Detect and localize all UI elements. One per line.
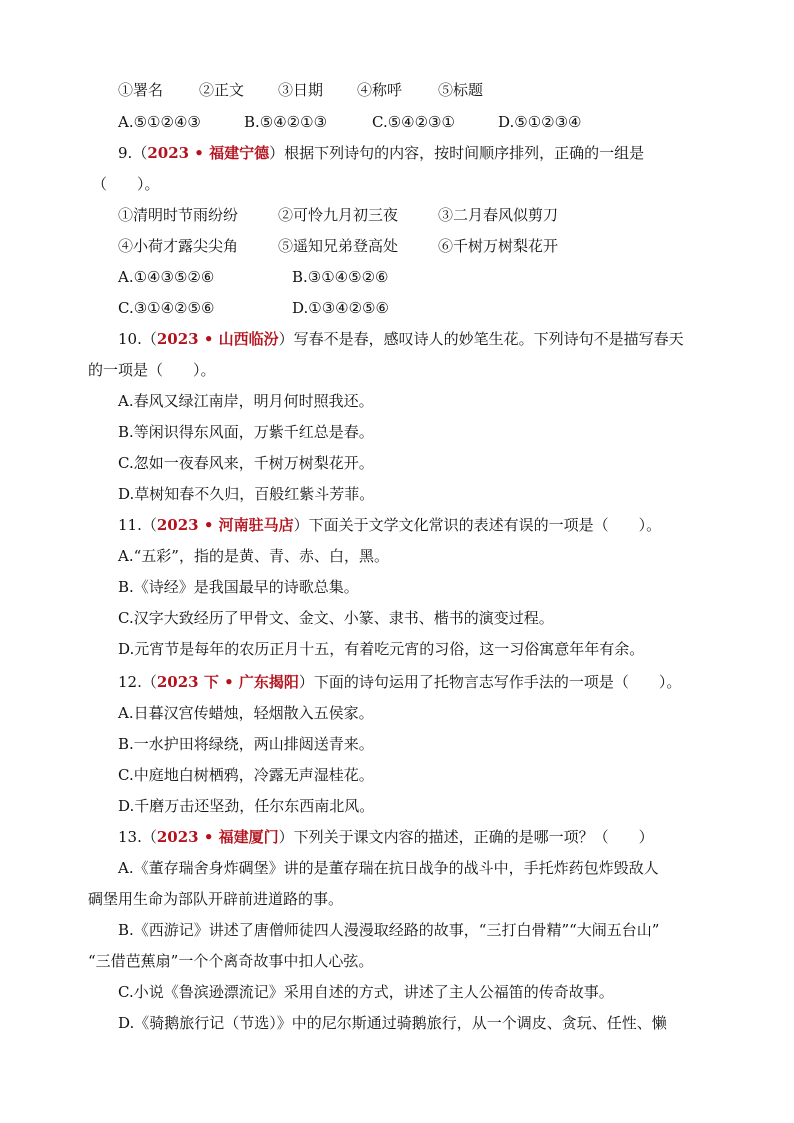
q8-item: ④称呼 [357, 81, 403, 99]
q13-number: 13. [118, 828, 142, 846]
q9-number: 9. [118, 144, 133, 162]
q9-option-a: A.①④③⑤②⑥ [118, 268, 215, 286]
q10-option-c: C.忽如一夜春风来，千树万树梨花开。 [118, 454, 374, 472]
q13-option-a-cont: 碉堡用生命为部队开辟前进道路的事。 [88, 890, 344, 908]
q10-option-b: B.等闲识得东风面，万紫千红总是春。 [118, 423, 374, 441]
q9-option-b: B.③①④⑤②⑥ [292, 268, 389, 286]
q12-text: 下面的诗句运用了托物言志写作手法的一项是（ ）。 [313, 673, 682, 691]
q11-option-b: B.《诗经》是我国最早的诗歌总集。 [118, 578, 359, 596]
q11-option-d: D.元宵节是每年的农历正月十五，有着吃元宵的习俗，这一习俗寓意年年有余。 [118, 640, 645, 658]
q8-item: ①署名 [118, 81, 164, 99]
q9-item: ①清明时节雨纷纷 [118, 206, 239, 224]
q9-item: ④小荷才露尖尖角 [118, 237, 239, 255]
q11-paren-open: （ [141, 516, 157, 534]
q13-option-b: B.《西游记》讲述了唐僧师徒四人漫漫取经路的故事，“三打白骨精”“大闹五台山” [118, 921, 660, 939]
q13-option-b-cont: “三借芭蕉扇”一个个离奇故事中扣人心弦。 [88, 952, 374, 970]
q13-paren-close: ） [278, 828, 294, 846]
q9-option-d: D.①③④②⑤⑥ [292, 299, 389, 317]
q9-item: ②可怜九月初三夜 [278, 206, 399, 224]
q10-stem-cont: 的一项是（ ）。 [88, 361, 216, 379]
q11-source: 2023 • 河南驻马店 [156, 516, 294, 534]
q9-paren-open: （ [132, 144, 148, 162]
q12-source: 2023 下 • 广东揭阳 [156, 673, 299, 691]
q12-option-a: A.日暮汉宫传蜡烛，轻烟散入五侯家。 [118, 704, 374, 722]
q9-option-c: C.③①④②⑤⑥ [118, 299, 215, 317]
q12-number: 12. [118, 673, 142, 691]
q11-paren-close: ） [293, 516, 309, 534]
q12-option-b: B.一水护田将绿绕，两山排闼送青来。 [118, 735, 374, 753]
q10-number: 10. [118, 330, 142, 348]
q9-item: ⑤遥知兄弟登高处 [278, 237, 399, 255]
q10-paren-open: （ [141, 330, 157, 348]
q13-paren-open: （ [141, 828, 157, 846]
q9-source: 2023 • 福建宁德 [147, 144, 270, 162]
q11-number: 11. [118, 516, 142, 534]
q8-option-b: B.⑤④②①③ [244, 113, 328, 131]
q10-stem [118, 329, 684, 349]
q13-option-d: D.《骑鹅旅行记（节选）》中的尼尔斯通过骑鹅旅行，从一个调皮、贪玩、任性、懒 [118, 1014, 667, 1032]
q10-source: 2023 • 山西临汾 [156, 330, 279, 348]
q13-stem [118, 827, 654, 847]
q13-option-c: C.小说《鲁滨逊漂流记》采用自述的方式，讲述了主人公福笛的传奇故事。 [118, 983, 614, 1001]
q12-stem [118, 672, 681, 692]
q8-option-c: C.⑤④②③① [372, 113, 455, 131]
q9-text: 根据下列诗句的内容，按时间顺序排列，正确的一组是 [284, 144, 645, 162]
q12-option-c: C.中庭地白树栖鸦，冷露无声湿桂花。 [118, 766, 374, 784]
q8-item: ②正文 [199, 81, 245, 99]
q11-stem [118, 515, 661, 535]
q11-option-c: C.汉字大致经历了甲骨文、金文、小篆、隶书、楷书的演变过程。 [118, 609, 554, 627]
q8-option-a: A.⑤①②④③ [118, 113, 201, 131]
q10-option-a: A.春风又绿江南岸，明月何时照我还。 [118, 392, 374, 410]
q11-option-a: A.“五彩”，指的是黄、青、赤、白，黑。 [118, 547, 389, 565]
q9-stem [118, 143, 644, 163]
q12-paren-open: （ [141, 673, 157, 691]
q10-text: 写春不是春，感叹诗人的妙笔生花。下列诗句不是描写春天 [293, 330, 684, 348]
q13-source: 2023 • 福建厦门 [156, 828, 279, 846]
q12-option-d: D.千磨万击还坚劲，任尔东西南北风。 [118, 797, 375, 815]
q8-option-d: D.⑤①②③④ [498, 113, 582, 131]
q9-item: ⑥千树万树梨花开 [438, 237, 559, 255]
q8-item: ⑤标题 [438, 81, 484, 99]
q13-text: 下列关于课文内容的描述，正确的是哪一项？（ ） [293, 828, 654, 846]
q9-item: ③二月春风似剪刀 [438, 206, 559, 224]
q8-item: ③日期 [278, 81, 324, 99]
q10-paren-close: ） [278, 330, 294, 348]
q10-option-d: D.草树知春不久归，百般红紫斗芳菲。 [118, 485, 375, 503]
q9-paren-close: ） [269, 144, 285, 162]
q13-option-a: A.《董存瑞舍身炸碉堡》讲的是董存瑞在抗日战争的战斗中，手托炸药包炸毁敌人 [118, 859, 659, 877]
q9-blank: （ ）。 [92, 175, 160, 193]
q11-text: 下面关于文学文化常识的表述有误的一项是（ ）。 [308, 516, 662, 534]
q12-paren-close: ） [298, 673, 314, 691]
